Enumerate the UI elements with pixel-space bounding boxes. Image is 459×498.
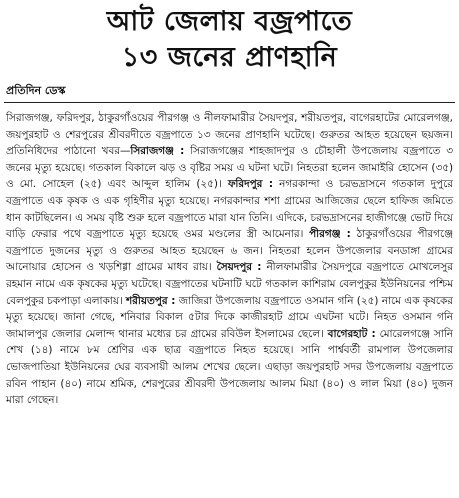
dateline-faridpur: ফরিদপুর : [227,178,273,191]
story-paragraph-shariatpur: জাজিরা উপজেলায় বজ্রপাতে ওসমান গনি (২৫) নামে এক কৃষকের মৃত্যু হয়েছে। জানা গেছে, শনিবার বিকাল ৫টার দিকে কাজীরহাট গ্রামে এঘটনা ঘটে। নিহত ওসমান গনি জামালপুর জেলার মেলান্দ থানার মধ্যের চর গ্রামের রবিউল ইসলামের ছেলে। [6,294,453,340]
dateline-pirganj: পীরগঞ্জ : [309,228,351,241]
story-paragraph-saidpur: নীলফামারীর সৈয়দপুরে বজ্রপাতে মোখলেসুর রহমান নামে এক কৃষকের মৃত্যু ঘটেছে। বজ্রপাতের ঘটনাটি ঘটে গতকাল কাশিরাম বেলপুকুর ইউনিয়নের পশ্চিম বেলপুকুর চকপাড়া এলাকায়। [6,261,453,307]
byline: প্রতিদিন ডেস্ক [6,84,66,97]
story-paragraph-pirganj: ঠাকুরগাঁওয়ের পীরগঞ্জে বজ্রপাতে দুজনের মৃত্যু ও গুরুতর আহত হয়েছেন ৬ জন। নিহতরা হলেন উপজেলার বনডাঙ্গা গ্রামের আনোয়ার হোসেন ও খড়শিগ্গা গ্রামের মাধব রায়। [6,228,454,274]
dateline-sirajganj: সিরাজগঞ্জ : [130,145,185,158]
headline [0,0,459,76]
dateline-shariatpur: শরীয়তপুর : [126,294,176,307]
story-intro: সিরাজগঞ্জ, ফরিদপুর, ঠাকুরগাঁওয়ের পীরগঞ্জ ও নীলফামারীর সৈয়দপুর, শরীয়তপুর, বাগেরহাটের মোরেলগঞ্জ, জয়পুরহাট ও শেরপুরের শ্রীবরদীতে বজ্রপাতে ১৩ জনের প্রাণহানি ঘটেছে। গুরুতর আহত হয়েছেন ছয়জন। প্রতিনিধিদের পাঠানো খবর— [6,112,453,158]
headline-line-1: আট জেলায় বজ্রপাতে [106,6,353,37]
divider [4,102,455,103]
story-paragraph-faridpur: নগরকান্দা ও চরভদ্রাসনে গতকাল দুপুরে বজ্রপাতে এক কৃষক ও এক গৃহিণীর মৃত্যু হয়েছে। নগরকান্দার শশা গ্রামের আজিজের ছেলে হাফিজ জমিতে ধান কাটছিলেন। এ সময় বৃষ্টি শুরু হলে বজ্রপাতে মারা যান তিনি। এদিকে, চরভদ্রাসনের হাজীগঞ্জে ভোট দিয়ে বাড়ি ফেরার পথে বজ্রপাতে মৃত্যু হয়েছে ওমর মণ্ডলের স্ত্রী আমেনার। [6,178,454,241]
dateline-saidpur: সৈয়দপুর : [216,261,262,274]
story-body [6,110,453,409]
story-paragraph-bagerhat: মোরেলগঞ্জে সানি শেখ (১৪) নামে ৮ম শ্রেণির এক ছাত্র বজ্রপাতে নিহত হয়েছে। সানি পার্শ্ববর্তী রামপাল উপজেলার ভোজপাতিয়া ইউনিয়নের ঘের ব্যবসায়ী আলম শেখের ছেলে। এছাড়া জয়পুরহাট সদর উপজেলায় বজ্রপাতে রবিন পাহান (৪০) নামে শ্রমিক, শেরপুরের শ্রীবরদী উপজেলায় আলম মিয়া (৪০) ও লাল মিয়া (৪০) দুজন মারা গেছেন। [6,327,454,407]
headline-line-2: ১৩ জনের প্রাণহানি [121,42,338,73]
dateline-bagerhat: বাগেরহাট : [327,327,376,340]
story-paragraph-sirajganj: সিরাজগঞ্জের শাহজাদপুর ও চৌহালী উপজেলায় বজ্রপাতে ৩ জনের মৃত্যু হয়েছে। গতকাল বিকালে ঝড় ও বৃষ্টির সময় এ ঘটনা ঘটে। নিহতরা হলেন জামাইরি হোসেন (৩৫) ও মো. সোহেল (২৫) এবং আব্দুল হালিম (২৫)। [6,145,453,191]
